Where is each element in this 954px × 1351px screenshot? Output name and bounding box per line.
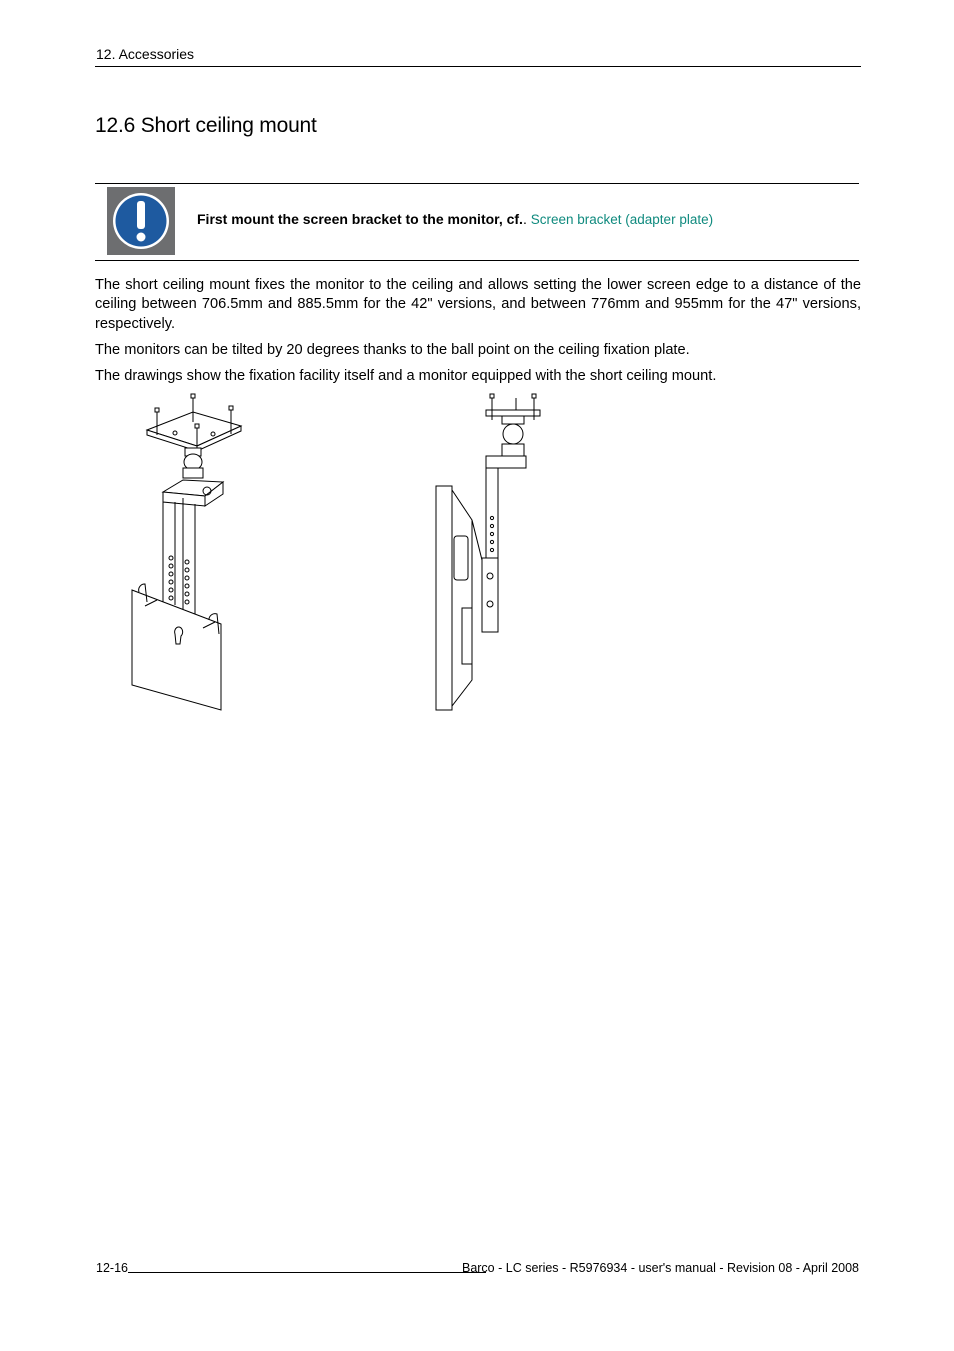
notice-text bbox=[197, 211, 713, 227]
notice-divider-bottom bbox=[95, 260, 859, 261]
page-number: 12-16 bbox=[96, 1261, 128, 1275]
paragraph-distance: The short ceiling mount fixes the monitor to the ceiling and allows setting the lower screen edge to a distance of the ceiling between 706.5mm and 885.5mm for the 42" versions, and between 776mm and 955mm for the 47" versions, respectively. bbox=[95, 277, 861, 332]
running-header: 12. Accessories bbox=[96, 46, 195, 62]
notice-icon-box bbox=[107, 187, 175, 255]
exclamation-icon bbox=[107, 187, 175, 255]
notice-separator: . bbox=[522, 211, 531, 227]
header-divider bbox=[95, 66, 861, 67]
notice-bold-text: First mount the screen bracket to the monitor, cf. bbox=[197, 211, 523, 227]
monitor-with-ceiling-mount-side-drawing bbox=[430, 390, 550, 715]
screen-bracket-link[interactable]: Screen bracket (adapter plate) bbox=[530, 212, 714, 227]
footer-divider bbox=[128, 1272, 486, 1273]
section-title: 12.6 Short ceiling mount bbox=[95, 114, 317, 137]
paragraph-drawings: The drawings show the fixation facility itself and a monitor equipped with the short ceiling mount. bbox=[95, 368, 717, 384]
notice-divider-top bbox=[95, 183, 859, 184]
footer-doc-info: Barco - LC series - R5976934 - user's manual - Revision 08 - April 2008 bbox=[461, 1261, 859, 1275]
ceiling-mount-perspective-drawing bbox=[125, 390, 265, 715]
paragraph-tilt: The monitors can be tilted by 20 degrees thanks to the ball point on the ceiling fixation plate. bbox=[95, 342, 690, 358]
